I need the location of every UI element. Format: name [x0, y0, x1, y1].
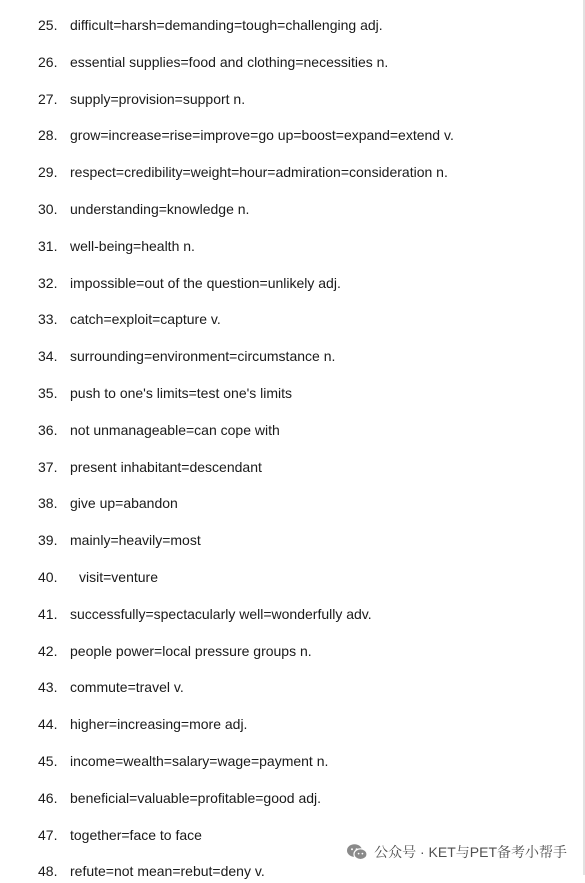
- item-number: 27.: [38, 90, 58, 107]
- item-text: income=wealth=salary=wage=payment n.: [70, 752, 329, 769]
- item-number: 38.: [38, 495, 58, 512]
- item-text: essential supplies=food and clothing=necessities n.: [70, 53, 389, 70]
- item-text: surrounding=environment=circumstance n.: [70, 348, 336, 365]
- item-text: refute=not mean=rebut=deny v.: [70, 863, 265, 880]
- item-number: 29.: [38, 164, 58, 181]
- list-item: [0, 265, 585, 302]
- list-item: [0, 412, 585, 449]
- item-number: 34.: [38, 348, 58, 365]
- item-number: 35.: [38, 384, 58, 401]
- item-number: 26.: [38, 53, 58, 70]
- item-number: 44.: [38, 716, 58, 733]
- item-text: difficult=harsh=demanding=tough=challenging adj.: [70, 17, 383, 33]
- item-number: 30.: [38, 200, 58, 217]
- item-text: catch=exploit=capture v.: [70, 311, 221, 328]
- item-number: 33.: [38, 311, 58, 328]
- watermark-text: 公众号 · KET与PET备考小帮手: [374, 844, 567, 860]
- list-item: [0, 375, 585, 412]
- item-text: commute=travel v.: [70, 679, 184, 696]
- list-item: [0, 117, 585, 154]
- item-text: people power=local pressure groups n.: [70, 642, 312, 659]
- item-text: respect=credibility=weight=hour=admiration=consideration n.: [70, 164, 448, 181]
- list-item: [0, 706, 585, 743]
- item-number: 28.: [38, 127, 58, 144]
- item-number: 36.: [38, 421, 58, 438]
- list-item: [0, 191, 585, 228]
- item-number: 32.: [38, 274, 58, 291]
- list-item: [0, 559, 585, 596]
- item-text: impossible=out of the question=unlikely adj.: [70, 274, 341, 291]
- item-text: successfully=spectacularly well=wonderfully adv.: [70, 605, 372, 622]
- item-text: supply=provision=support n.: [70, 90, 246, 107]
- wechat-icon: [346, 843, 368, 861]
- list-item: [0, 81, 585, 118]
- item-number: 45.: [38, 752, 58, 769]
- item-number: 31.: [38, 237, 58, 254]
- item-number: 47.: [38, 826, 58, 843]
- list-item: [0, 633, 585, 670]
- list-item: [0, 154, 585, 191]
- watermark: [342, 841, 567, 863]
- item-number: 46.: [38, 789, 58, 806]
- item-text: give up=abandon: [70, 495, 178, 512]
- item-text: not unmanageable=can cope with: [70, 421, 280, 438]
- item-text: understanding=knowledge n.: [70, 200, 250, 217]
- list-item: [0, 228, 585, 265]
- item-text: together=face to face: [70, 826, 202, 843]
- list-item: [0, 743, 585, 780]
- list-item: [0, 301, 585, 338]
- item-number: 42.: [38, 642, 58, 659]
- item-text: well-being=health n.: [70, 237, 195, 254]
- item-text: push to one's limits=test one's limits: [70, 384, 293, 401]
- item-number: 40.: [38, 568, 58, 585]
- item-text: mainly=heavily=most: [70, 532, 201, 549]
- vocabulary-list: [0, 7, 585, 883]
- list-item: [0, 485, 585, 522]
- item-number: 43.: [38, 679, 58, 696]
- list-item: [0, 449, 585, 486]
- item-number: 41.: [38, 605, 58, 622]
- item-text: higher=increasing=more adj.: [70, 716, 248, 733]
- item-number: 25.: [38, 17, 58, 33]
- item-text: present inhabitant=descendant: [70, 458, 262, 475]
- item-number: 37.: [38, 458, 58, 475]
- list-item: [0, 522, 585, 559]
- list-item: [0, 7, 585, 44]
- item-number: 39.: [38, 532, 58, 549]
- list-item: [0, 669, 585, 706]
- item-text: visit=venture: [79, 568, 158, 585]
- list-item: [0, 780, 585, 817]
- item-number: 48.: [38, 863, 58, 880]
- list-item: [0, 596, 585, 633]
- list-item: [0, 44, 585, 81]
- item-text: beneficial=valuable=profitable=good adj.: [70, 789, 322, 806]
- list-item: [0, 338, 585, 375]
- item-text: grow=increase=rise=improve=go up=boost=expand=extend v.: [70, 127, 454, 144]
